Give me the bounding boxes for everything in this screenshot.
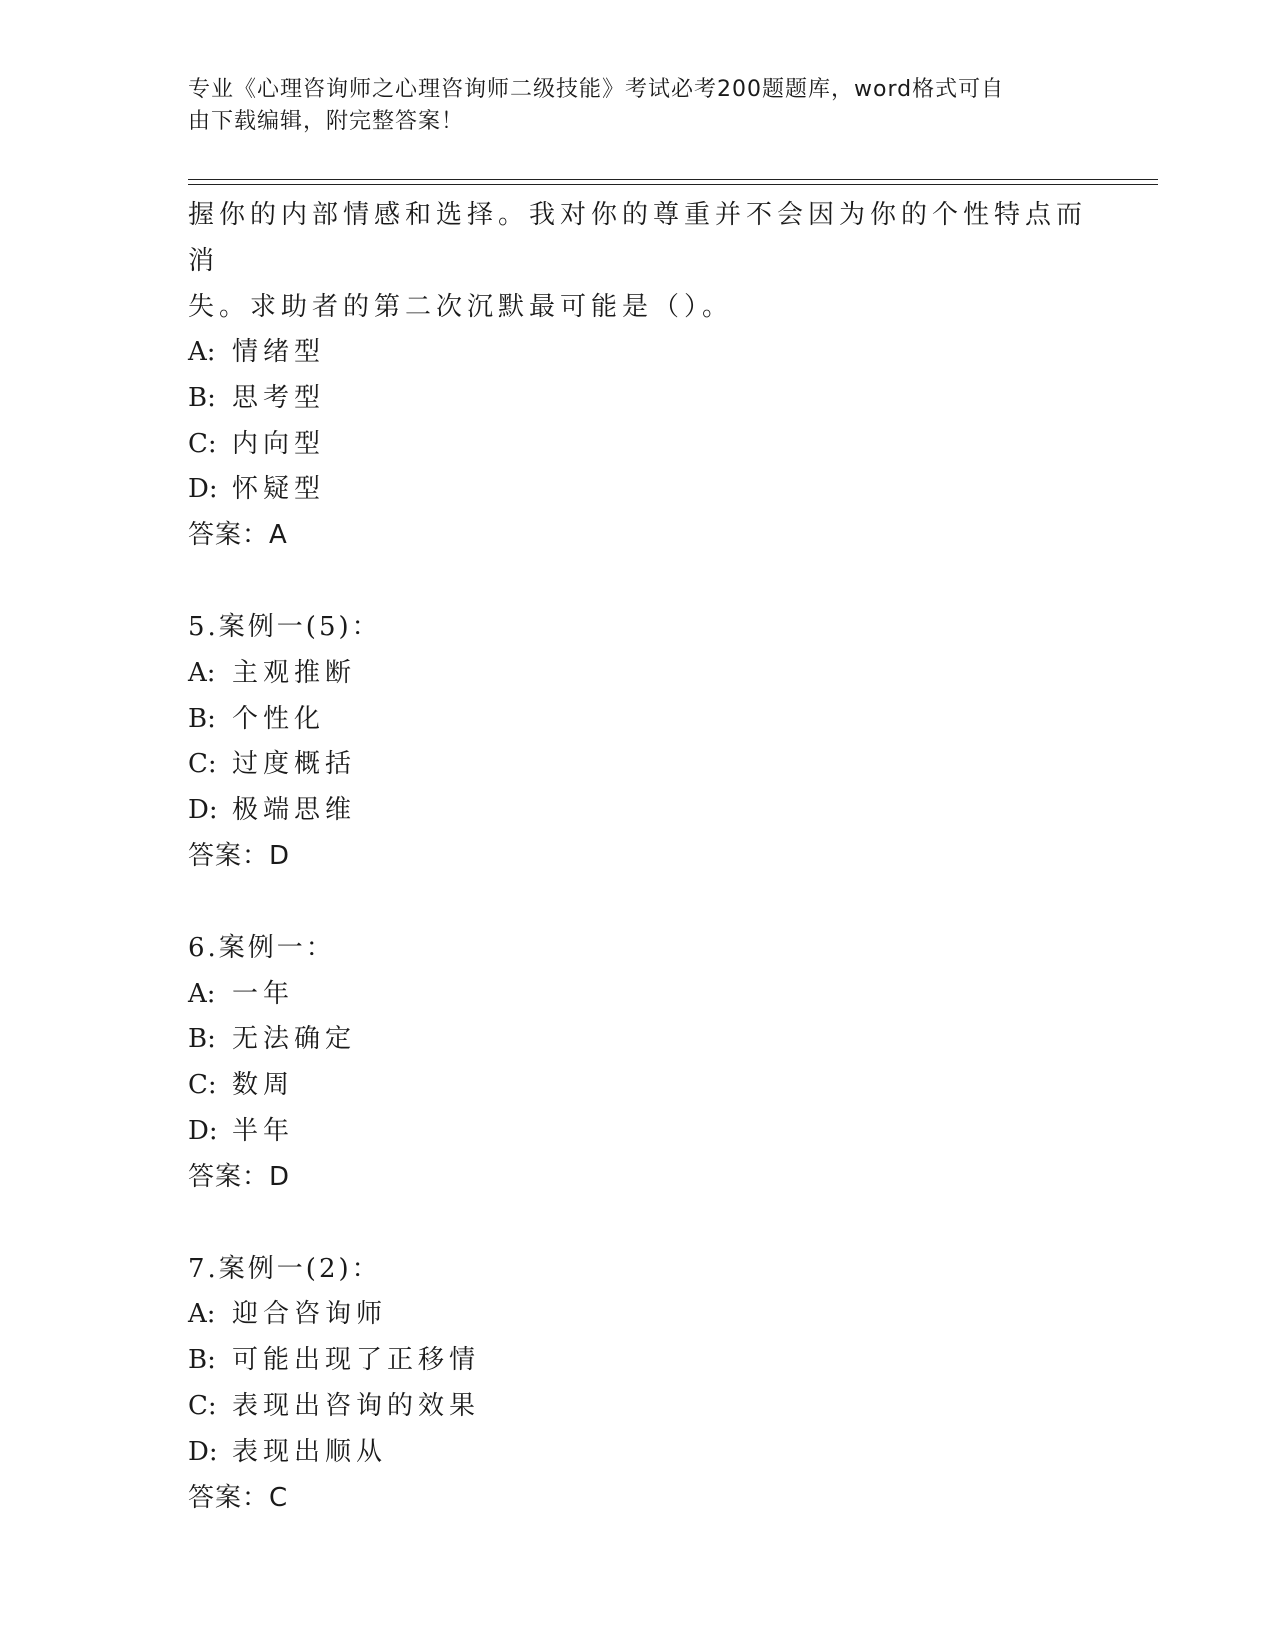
option-key: D: (188, 474, 218, 505)
question-7 (188, 1247, 1088, 1522)
option-text: 内向型 (232, 428, 326, 459)
option-key: A: (188, 978, 216, 1009)
option-key: A: (188, 1299, 216, 1330)
header-divider-bottom (188, 184, 1158, 185)
option-key: B: (188, 1024, 216, 1055)
question-title: 6.案例一： (188, 932, 335, 963)
option-text: 可能出现了正移情 (232, 1345, 481, 1376)
option-key: A: (188, 337, 216, 367)
option-key: C: (188, 1390, 217, 1421)
option-c (188, 1384, 1088, 1430)
option-c (188, 422, 1088, 468)
spacer (188, 1201, 1088, 1247)
header-divider-top (188, 179, 1158, 180)
option-text: 数周 (232, 1070, 295, 1101)
option-text: 迎合咨询师 (232, 1299, 388, 1330)
spacer (188, 559, 1088, 605)
option-a (188, 330, 1088, 376)
document-header (188, 74, 1088, 138)
option-text: 主观推断 (232, 657, 357, 688)
option-b (188, 1338, 1088, 1384)
answer-line: 答案：C (188, 1482, 289, 1513)
option-key: D: (188, 1115, 218, 1146)
question-list (188, 192, 1088, 1521)
option-key: C: (188, 749, 217, 780)
option-d (188, 1430, 1088, 1476)
option-text: 半年 (232, 1115, 295, 1146)
question-5 (188, 605, 1088, 880)
option-key: B: (188, 1345, 216, 1376)
option-text: 怀疑型 (232, 474, 326, 505)
spacer (188, 880, 1088, 926)
option-text: 表现出顺从 (232, 1436, 388, 1467)
question-title: 5.案例一(5)： (188, 611, 381, 642)
option-text: 思考型 (232, 382, 326, 413)
option-c (188, 742, 1088, 788)
option-text: 表现出咨询的效果 (232, 1390, 481, 1421)
option-a (188, 651, 1088, 697)
option-text: 过度概括 (232, 749, 357, 780)
option-a (188, 1292, 1088, 1338)
option-key: B: (188, 703, 216, 734)
option-key: C: (188, 428, 217, 459)
question-title: 7.案例一(2)： (188, 1253, 381, 1284)
option-d (188, 1109, 1088, 1155)
question-continued (188, 192, 1088, 559)
option-text: 极端思维 (232, 795, 357, 826)
option-key: D: (188, 795, 218, 826)
header-line-1: 专业《心理咨询师之心理咨询师二级技能》考试必考200题题库，word格式可自 (188, 77, 1005, 102)
option-key: D: (188, 1436, 218, 1467)
option-text: 情绪型 (232, 337, 326, 367)
option-d (188, 788, 1088, 834)
option-d (188, 467, 1088, 513)
option-b (188, 697, 1088, 743)
answer-line: 答案：A (188, 520, 288, 551)
question-6 (188, 926, 1088, 1201)
option-key: C: (188, 1070, 217, 1101)
header-line-2: 由下载编辑，附完整答案！ (188, 109, 465, 134)
option-text: 个性化 (232, 703, 326, 734)
option-b (188, 1017, 1088, 1063)
question-text-line: 失。求助者的第二次沉默最可能是（）。 (188, 292, 734, 322)
answer-line: 答案：D (188, 1161, 291, 1192)
option-c (188, 1063, 1088, 1109)
option-text: 无法确定 (232, 1024, 357, 1055)
option-a (188, 972, 1088, 1018)
question-text-line: 握你的内部情感和选择。我对你的尊重并不会因为你的个性特点而消 (188, 200, 1088, 276)
answer-line: 答案：D (188, 840, 291, 871)
option-text: 一年 (232, 978, 295, 1009)
option-key: A: (188, 657, 216, 688)
option-b (188, 376, 1088, 422)
option-key: B: (188, 382, 216, 413)
